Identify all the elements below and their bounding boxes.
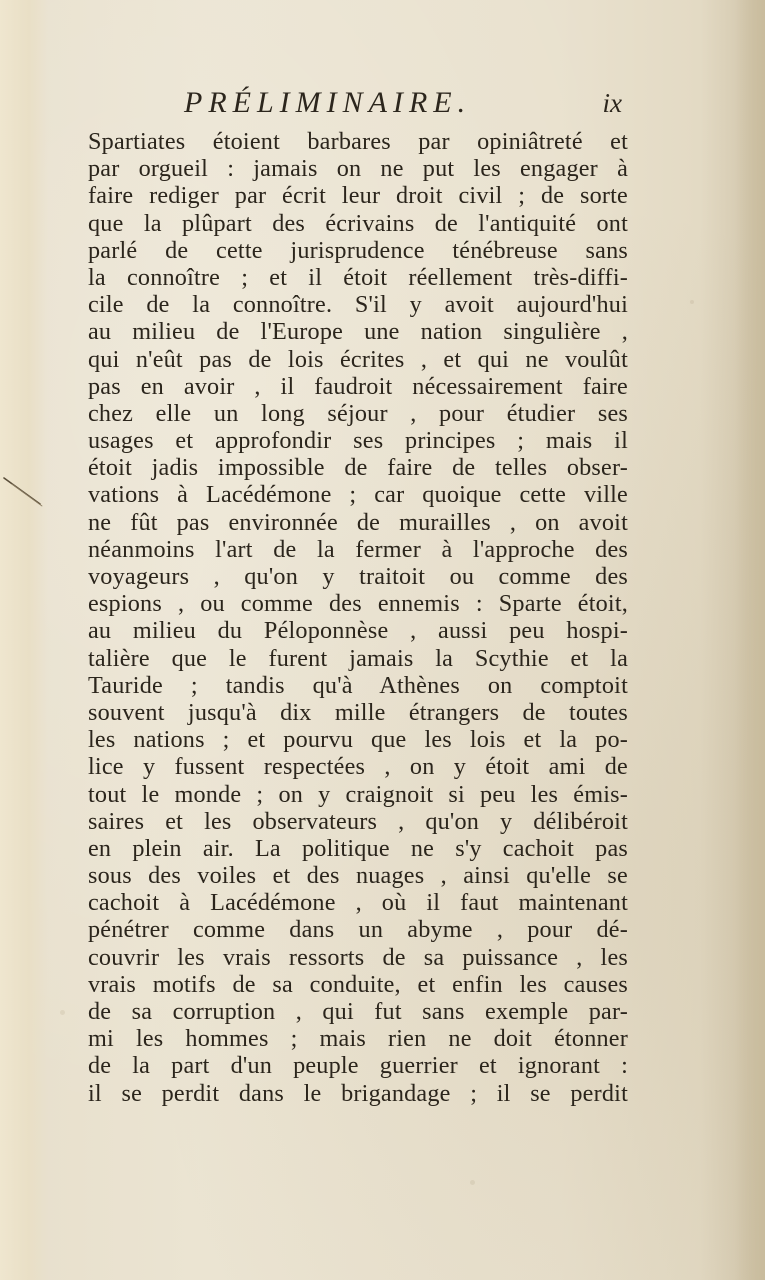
- text-line: qui n'eût pas de lois écrites , et qui ne voulût: [88, 345, 628, 373]
- text-line: vrais motifs de sa conduite, et enfin les causes: [88, 970, 628, 998]
- text-line: au milieu de l'Europe une nation singulière ,: [88, 318, 628, 346]
- text-line: talière que le furent jamais la Scythie et la: [88, 644, 628, 672]
- text-line: Tauride ; tandis qu'à Athènes on comptoit: [88, 671, 628, 699]
- text-line: pas en avoir , il faudroit nécessairement faire: [88, 372, 628, 400]
- text-line: la connoître ; et il étoit réellement très-diffi-: [88, 263, 628, 291]
- text-line: sous des voiles et des nuages , ainsi qu'elle se: [88, 862, 628, 890]
- paper-crease-mark: [2, 470, 48, 510]
- text-line: saires et les observateurs , qu'on y délibéroit: [88, 807, 628, 835]
- text-line: mi les hommes ; mais rien ne doit étonner: [88, 1025, 628, 1053]
- text-line: il se perdit dans le brigandage ; il se perdit: [88, 1079, 628, 1107]
- text-line: par orgueil : jamais on ne put les engager à: [88, 155, 628, 183]
- text-line: usages et approfondir ses principes ; mais il: [88, 427, 628, 455]
- text-line: en plein air. La politique ne s'y cachoit pas: [88, 834, 628, 862]
- body-text: [88, 128, 628, 1107]
- text-line: faire rediger par écrit leur droit civil ; de sorte: [88, 182, 628, 210]
- page-edge-shadow: [735, 0, 765, 1280]
- page-gutter: [0, 0, 48, 1280]
- running-head: [88, 86, 628, 128]
- page-number: ix: [602, 88, 622, 118]
- text-line: pénétrer comme dans un abyme , pour dé-: [88, 916, 628, 944]
- book-page: [88, 86, 628, 1107]
- text-line: de sa corruption , qui fut sans exemple par-: [88, 998, 628, 1025]
- text-line: au milieu du Péloponnèse , aussi peu hospi-: [88, 617, 628, 645]
- text-line: chez elle un long séjour , pour étudier ses: [88, 399, 628, 427]
- text-line: tout le monde ; on y craignoit si peu les émis-: [88, 780, 628, 808]
- text-line: vations à Lacédémone ; car quoique cette ville: [88, 481, 628, 509]
- text-line: les nations ; et pourvu que les lois et la po-: [88, 726, 628, 754]
- paper-spot: [60, 1010, 65, 1015]
- text-line: cachoit à Lacédémone , où il faut maintenant: [88, 889, 628, 917]
- text-line: cile de la connoître. S'il y avoit aujourd'hui: [88, 291, 628, 319]
- text-line: parlé de cette jurisprudence ténébreuse sans: [88, 236, 628, 264]
- text-line: voyageurs , qu'on y traitoit ou comme des: [88, 563, 628, 590]
- text-line: néanmoins l'art de la fermer à l'approche des: [88, 535, 628, 563]
- paper-spot: [470, 1180, 475, 1185]
- text-line: lice y fussent respectées , on y étoit ami de: [88, 753, 628, 781]
- text-line: que la plûpart des écrivains de l'antiquité ont: [88, 209, 628, 237]
- text-line: couvrir les vrais ressorts de sa puissance , les: [88, 943, 628, 971]
- text-line: souvent jusqu'à dix mille étrangers de toutes: [88, 698, 628, 726]
- running-title: PRÉLIMINAIRE.: [184, 86, 472, 119]
- text-line: Spartiates étoient barbares par opiniâtreté et: [88, 128, 628, 155]
- text-line: étoit jadis impossible de faire de telles obser-: [88, 454, 628, 482]
- text-line: ne fût pas environnée de murailles , on avoit: [88, 508, 628, 536]
- text-line: espions , ou comme des ennemis : Sparte étoit,: [88, 590, 628, 618]
- paper-spot: [690, 300, 694, 304]
- text-line: de la part d'un peuple guerrier et ignorant :: [88, 1052, 628, 1080]
